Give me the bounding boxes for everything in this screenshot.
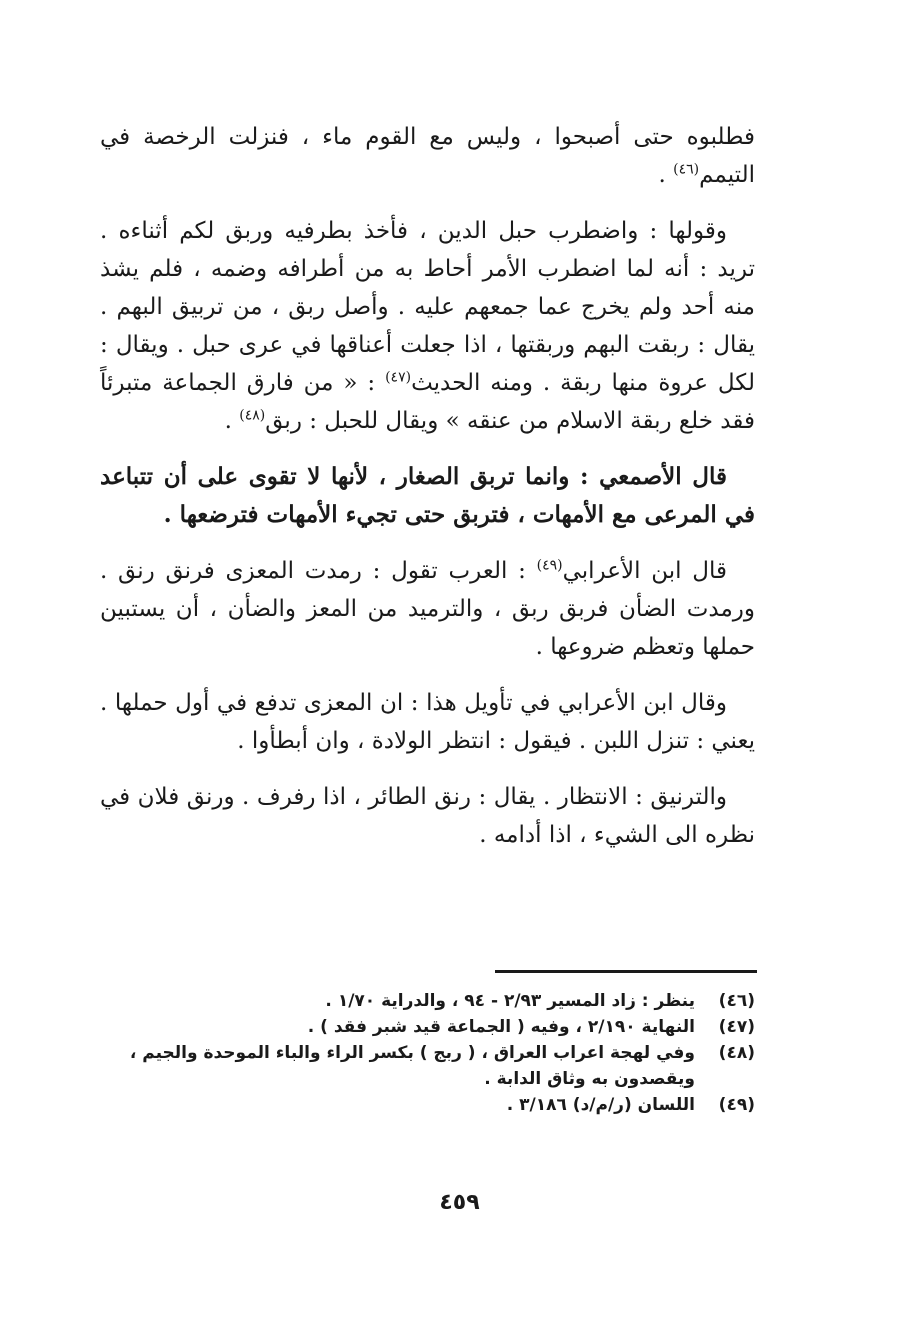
footnote-number: (٤٦) <box>718 991 755 1011</box>
paragraph-3-text: قال الأصمعي : وانما تربق الصغار ، لأنها لا تقوى على أن تتباعد في المرعى مع الأمهات ، فتربق حتى تجيء الأمهات فترضعها . <box>100 463 755 528</box>
footnote-text: وفي لهجة اعراب العراق ، ( ربج ) بكسر الراء والباء الموحدة والجيم ، ويقصدون به وثاق الدابة . <box>129 1043 695 1089</box>
footnote-text: النهاية ٢/١٩٠ ، وفيه ( الجماعة قيد شبر فقد ) . <box>307 1017 695 1037</box>
paragraph-4-text: قال ابن الأعرابي <box>562 558 727 584</box>
footnotes <box>100 988 755 1118</box>
paragraph-6 <box>100 778 755 854</box>
footnote-46 <box>100 988 755 1014</box>
main-text <box>100 118 755 872</box>
footnote-49 <box>100 1092 755 1118</box>
paragraph-3 <box>100 458 755 534</box>
footnote-divider <box>495 970 757 973</box>
paragraph-4 <box>100 552 755 666</box>
footnote-text: ينظر : زاد المسير ٢/٩٣ - ٩٤ ، والدراية ١/٧٠ . <box>325 991 695 1011</box>
footnote-number: (٤٩) <box>718 1095 755 1115</box>
footnote-text: اللسان (ر/م/د) ٣/١٨٦ . <box>506 1095 695 1115</box>
footnote-number: (٤٨) <box>718 1043 755 1063</box>
paragraph-6-text: والترنيق : الانتظار . يقال : رنق الطائر ، اذا رفرف . ورنق فلان في نظره الى الشيء ، اذا أدامه . <box>100 784 755 848</box>
footnote-48 <box>100 1040 755 1092</box>
paragraph-1 <box>100 118 755 194</box>
paragraph-2-tail: : « من فارق الجماعة متبرئاً فقد خلع ربقة الاسلام من عنقه » ويقال للحبل : ربق <box>100 370 755 434</box>
paragraph-1-tail: . <box>658 162 674 188</box>
footnote-ref-48: (٤٨) <box>239 407 266 424</box>
footnote-number: (٤٧) <box>718 1017 755 1037</box>
paragraph-2-text: وقولها : واضطرب حبل الدين ، فأخذ بطرفيه وربق لكم أثناءه . تريد : أنه لما اضطرب الأمر أحاط به من أطرافه وضمه ، فلم يشذ منه أحد ولم يخرج عما جمعهم عليه . وأصل ربق ، من تربيق البهم . يقال : ربقت البهم وربقتها ، اذا جعلت أعناقها في عرى حبل . ويقال : لكل عروة منها ربقة . ومنه الحديث <box>100 218 755 396</box>
paragraph-5 <box>100 684 755 760</box>
paragraph-2-tail2: . <box>224 408 240 434</box>
paragraph-1-text: فطلبوه حتى أصبحوا ، وليس مع القوم ماء ، فنزلت الرخصة في التيمم <box>100 124 755 188</box>
footnote-ref-49: (٤٩) <box>536 557 563 574</box>
page-number: ٤٥٩ <box>439 1190 480 1215</box>
footnote-ref-47: (٤٧) <box>385 369 412 386</box>
paragraph-4-tail: : العرب تقول : رمدت المعزى فرنق رنق . ورمدت الضأن فربق ربق ، والترميد من المعز والضأن ، أن يستبين حملها وتعظم ضروعها . <box>100 558 755 660</box>
paragraph-5-text: وقال ابن الأعرابي في تأويل هذا : ان المعزى تدفع في أول حملها . يعني : تنزل اللبن . فيقول : انتظر الولادة ، وان أبطأوا . <box>100 690 755 754</box>
footnote-ref-46: (٤٦) <box>673 161 700 178</box>
footnote-47 <box>100 1014 755 1040</box>
paragraph-2 <box>100 212 755 440</box>
